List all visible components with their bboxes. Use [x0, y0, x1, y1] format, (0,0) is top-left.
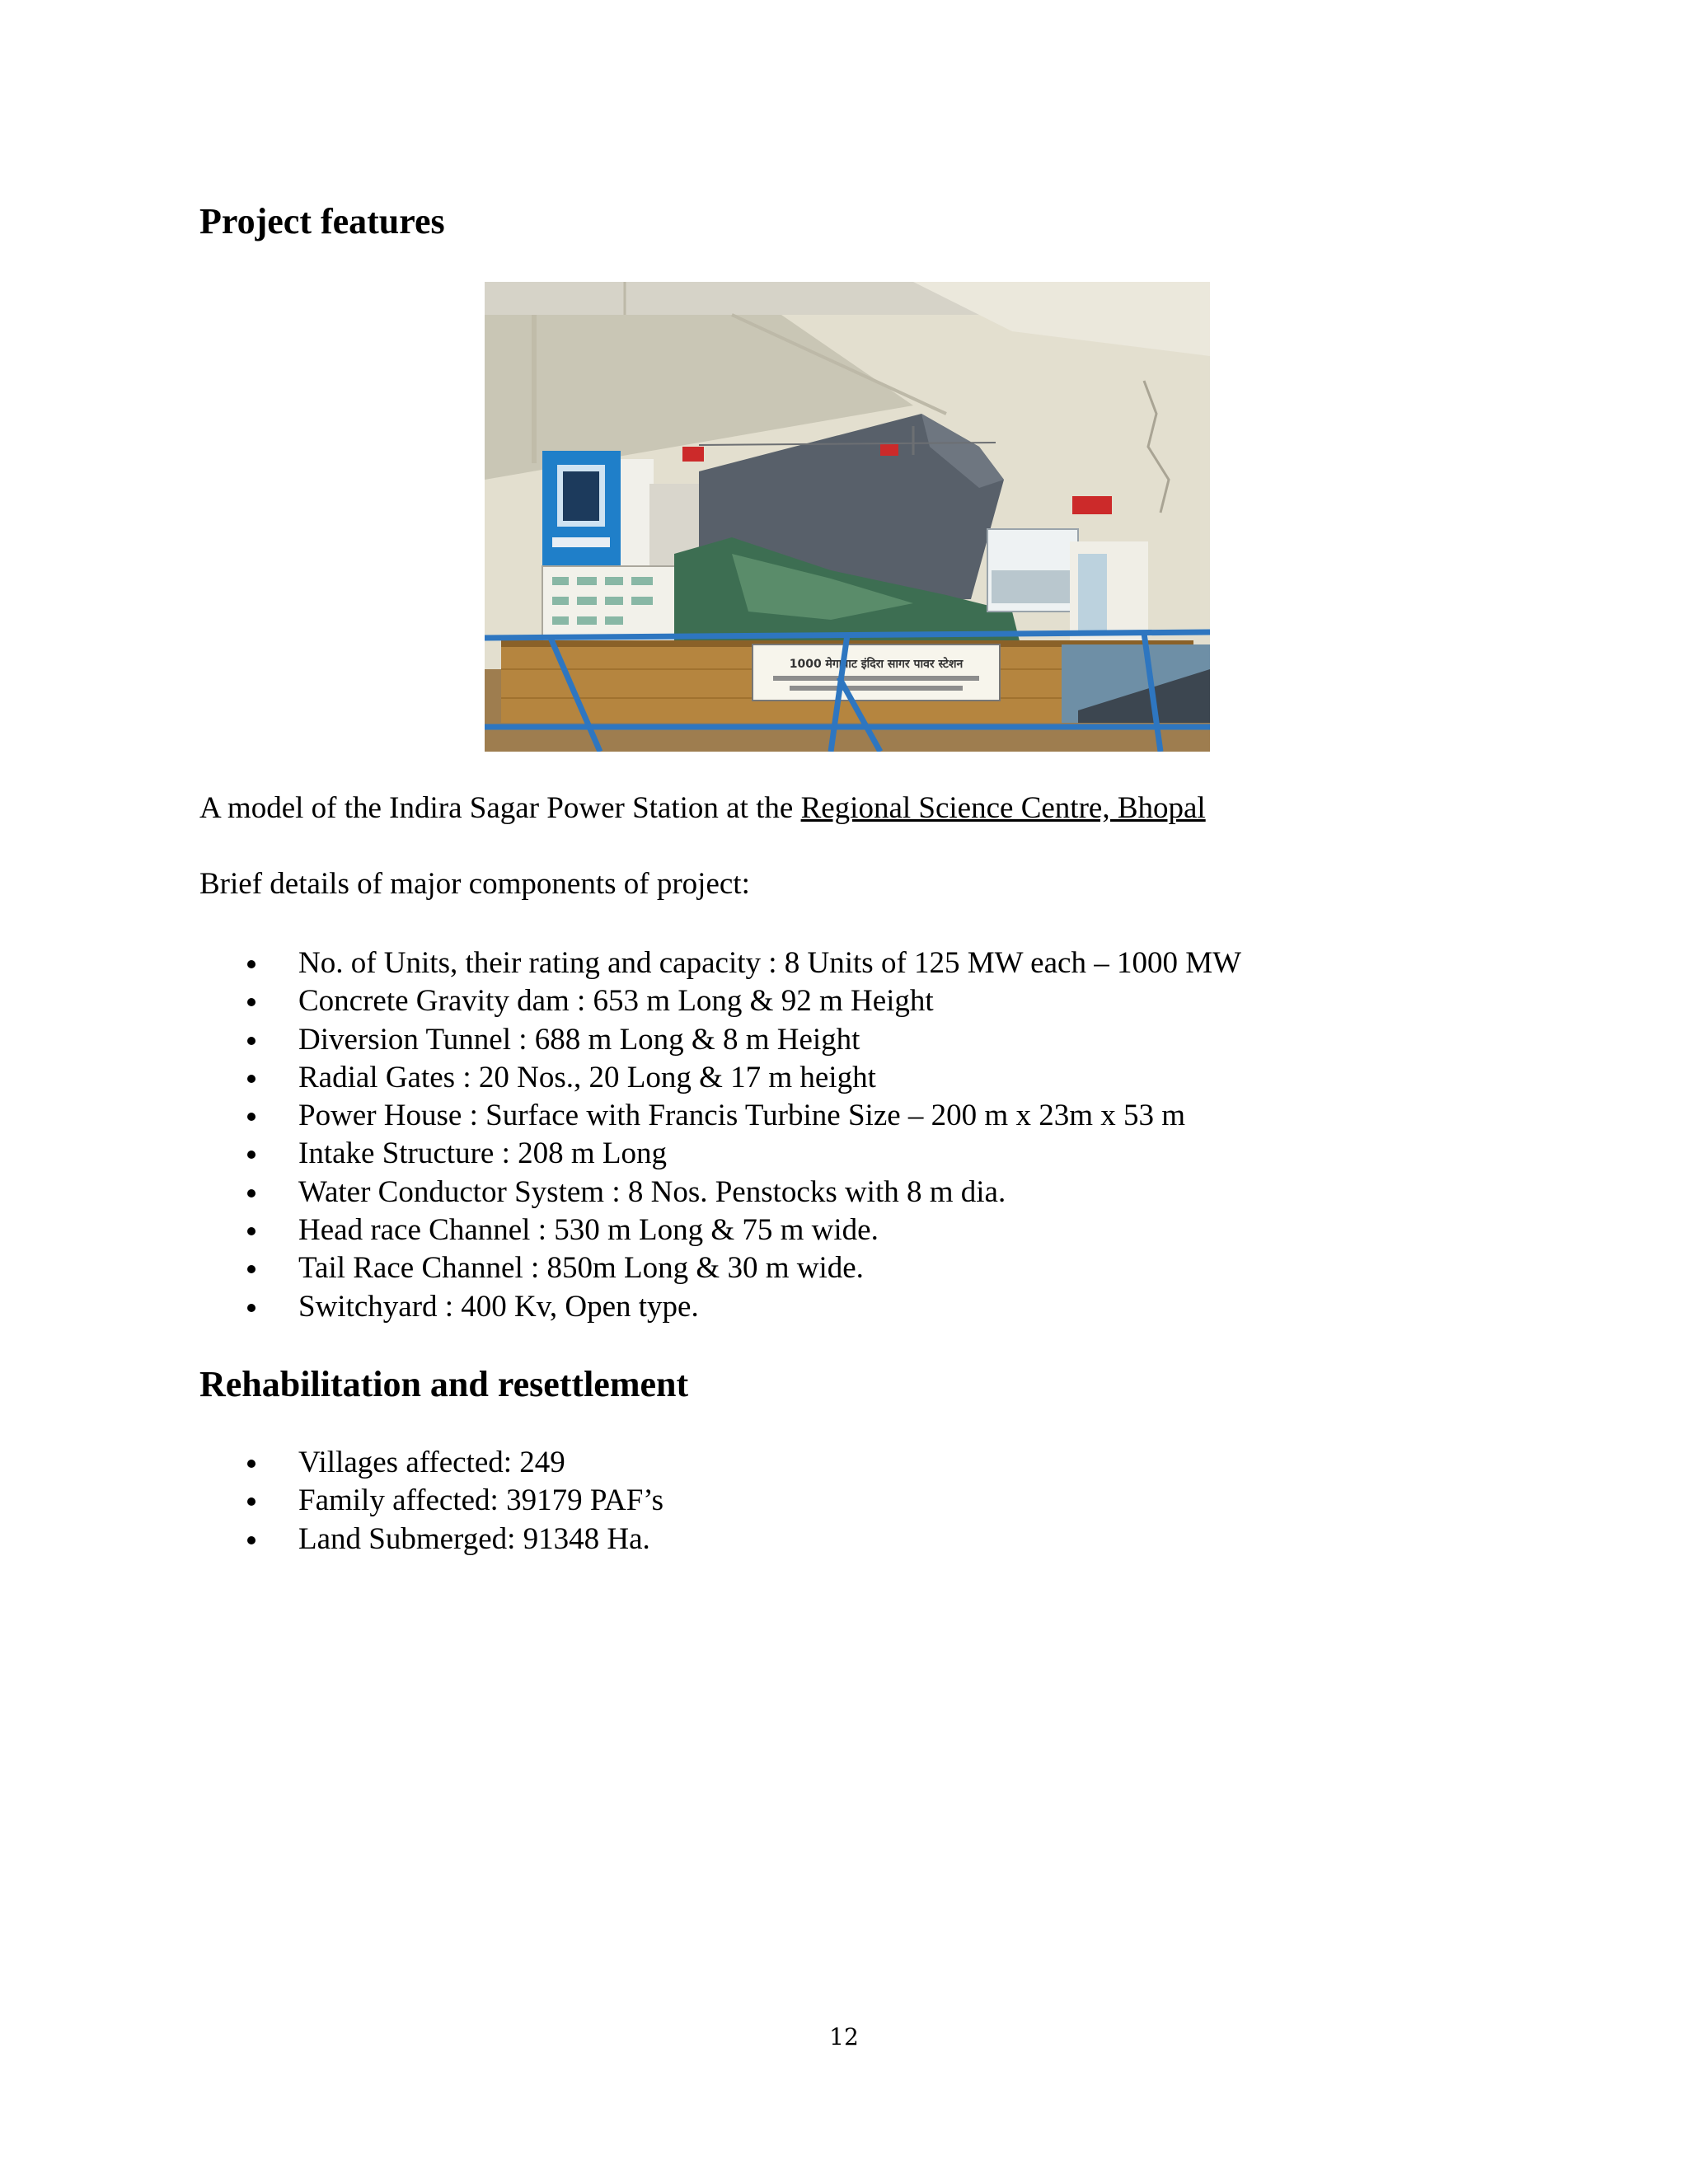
list-item	[199, 1212, 1241, 1249]
list-item	[199, 1482, 663, 1520]
bullet-icon	[247, 998, 256, 1006]
bullet-icon	[247, 1536, 256, 1544]
section-heading-project-features: Project features	[199, 201, 445, 241]
list-item	[199, 944, 1241, 982]
list-item	[199, 1288, 1241, 1326]
list-item	[199, 982, 1241, 1020]
dam-model-photo	[485, 282, 1210, 752]
bullet-icon	[247, 1037, 256, 1045]
model-sign-text: 1000 मेगावाट इंदिरा सागर पावर स्टेशन	[789, 658, 964, 671]
list-item-text: Concrete Gravity dam : 653 m Long & 92 m Height	[298, 984, 934, 1019]
bullet-icon	[247, 1151, 256, 1159]
list-item-text: Power House : Surface with Francis Turbine Size – 200 m x 23m x 53 m	[298, 1099, 1185, 1133]
list-item	[199, 1174, 1241, 1212]
list-item	[199, 1249, 1241, 1287]
list-item-text: Villages affected: 249	[298, 1446, 565, 1479]
page-number: 12	[829, 2023, 859, 2050]
list-item-text: Family affected: 39179 PAF’s	[298, 1483, 663, 1518]
section-heading-rehabilitation: Rehabilitation and resettlement	[199, 1364, 689, 1404]
list-item-text: Diversion Tunnel : 688 m Long & 8 m Height	[298, 1022, 860, 1057]
list-item-text: Switchyard : 400 Kv, Open type.	[298, 1289, 699, 1324]
list-item-text: Radial Gates : 20 Nos., 20 Long & 17 m height	[298, 1060, 876, 1094]
bullet-icon	[247, 1113, 256, 1121]
list-item-text: Water Conductor System : 8 Nos. Penstocks with 8 m dia.	[298, 1174, 1006, 1209]
bullet-icon	[247, 1304, 256, 1312]
bullet-icon	[247, 1075, 256, 1083]
bullet-icon	[247, 1497, 256, 1506]
bullet-icon	[247, 1265, 256, 1273]
list-item	[199, 1059, 1241, 1097]
list-item	[199, 1444, 663, 1482]
regional-science-centre-link[interactable]: Regional Science Centre, Bhopal	[800, 791, 1206, 825]
list-item-text: Head race Channel : 530 m Long & 75 m wide.	[298, 1213, 879, 1248]
list-item	[199, 1135, 1241, 1173]
bullet-icon	[247, 1460, 256, 1468]
caption-text: A model of the Indira Sagar Power Station at the	[199, 791, 801, 825]
list-item-text: Tail Race Channel : 850m Long & 30 m wide.	[298, 1251, 864, 1286]
list-item-text: Land Submerged: 91348 Ha.	[298, 1521, 650, 1556]
list-item	[199, 1097, 1241, 1135]
list-item-text: Intake Structure : 208 m Long	[298, 1137, 667, 1171]
list-item-text: No. of Units, their rating and capacity : 8 Units of 125 MW each – 1000 MW	[298, 946, 1242, 980]
brief-details-intro: Brief details of major components of project:	[199, 867, 750, 901]
components-list	[199, 944, 1241, 1326]
list-item	[199, 1021, 1241, 1059]
list-item	[199, 1521, 663, 1558]
bullet-icon	[247, 1189, 256, 1197]
bullet-icon	[247, 960, 256, 968]
rehabilitation-list	[199, 1444, 663, 1558]
bullet-icon	[247, 1227, 256, 1235]
photo-caption	[199, 793, 1206, 823]
